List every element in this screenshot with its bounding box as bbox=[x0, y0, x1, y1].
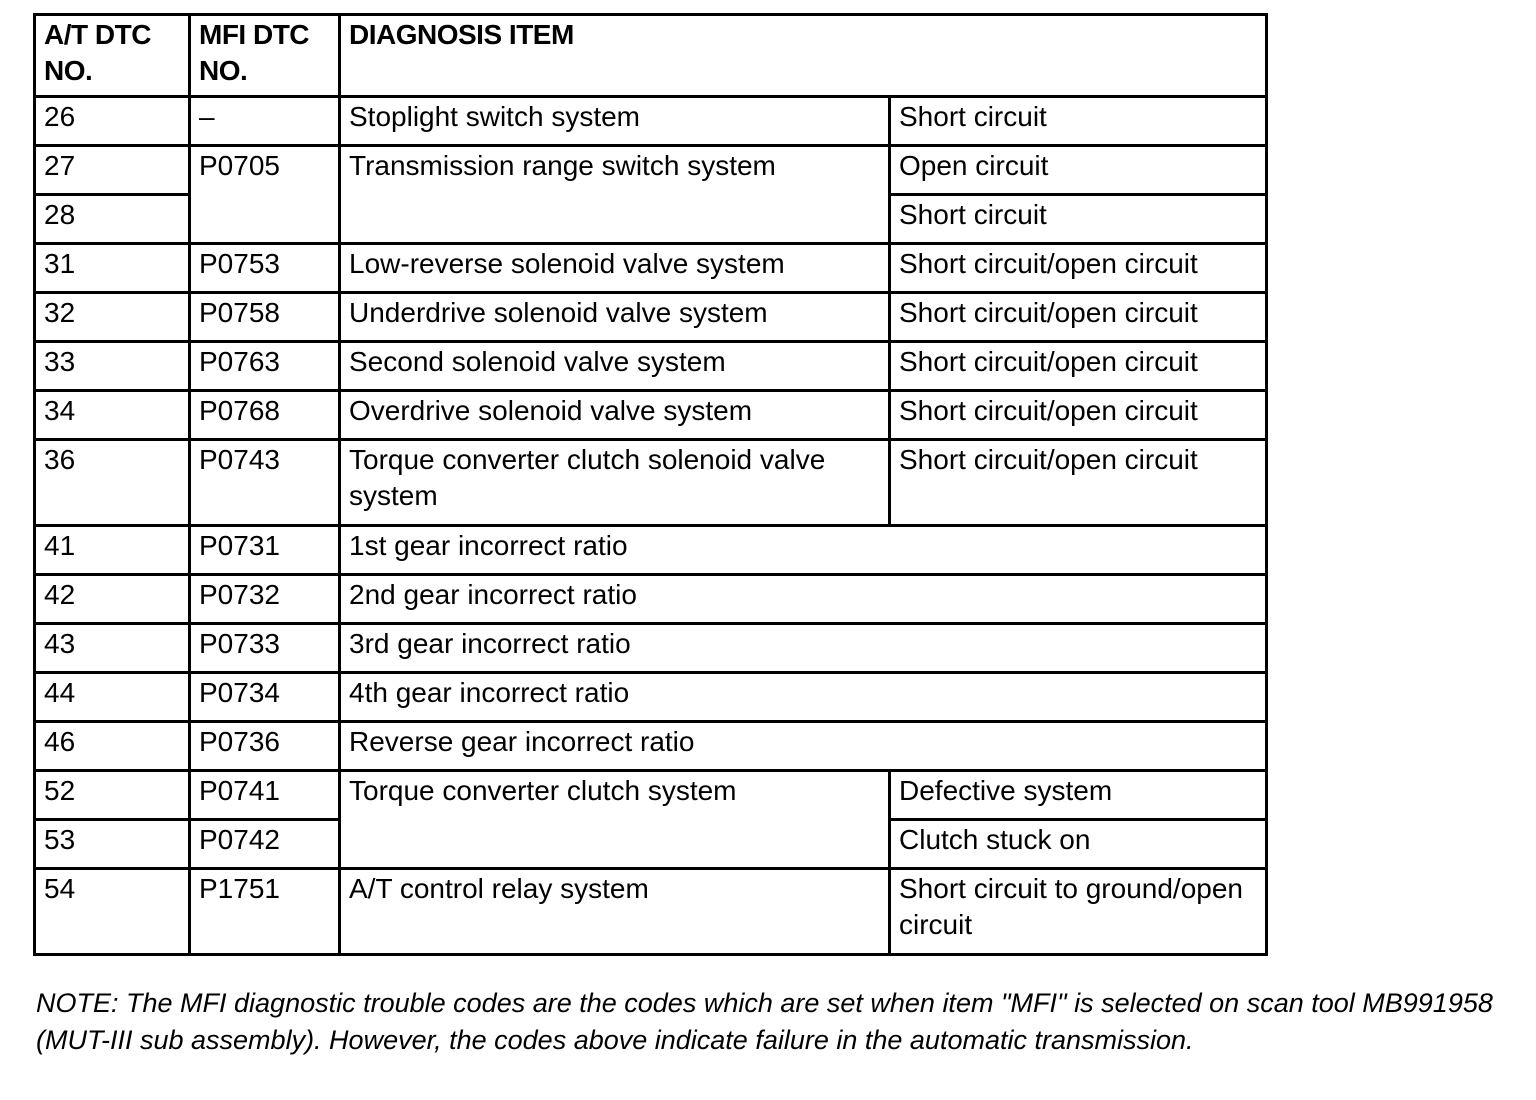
table-header-row bbox=[35, 15, 1267, 97]
at-dtc-cell: 28 bbox=[35, 195, 190, 244]
mfi-dtc-cell: – bbox=[190, 97, 340, 146]
mfi-dtc-cell: P0734 bbox=[190, 673, 340, 722]
table-row bbox=[35, 342, 1267, 391]
at-dtc-cell: 27 bbox=[35, 146, 190, 195]
header-diagnosis-item: DIAGNOSIS ITEM bbox=[340, 15, 1267, 97]
diagnosis-detail-cell: Open circuit bbox=[890, 146, 1267, 195]
at-dtc-cell: 41 bbox=[35, 526, 190, 575]
diagnosis-item-cell: Second solenoid valve system bbox=[340, 342, 890, 391]
diagnosis-detail-cell: Clutch stuck on bbox=[890, 820, 1267, 869]
diagnosis-item-cell: Underdrive solenoid valve system bbox=[340, 293, 890, 342]
at-dtc-cell: 31 bbox=[35, 244, 190, 293]
diagnosis-detail-cell: Short circuit/open circuit bbox=[890, 244, 1267, 293]
table-row bbox=[35, 97, 1267, 146]
diagnosis-detail-cell: Short circuit/open circuit bbox=[890, 440, 1267, 526]
table-row bbox=[35, 624, 1267, 673]
at-dtc-cell: 46 bbox=[35, 722, 190, 771]
diagnosis-item-cell: 4th gear incorrect ratio bbox=[340, 673, 1267, 722]
diagnosis-item-cell: Low-reverse solenoid valve system bbox=[340, 244, 890, 293]
table-row bbox=[35, 146, 1267, 195]
diagnosis-detail-cell: Short circuit bbox=[890, 195, 1267, 244]
mfi-dtc-cell: P0733 bbox=[190, 624, 340, 673]
mfi-dtc-cell: P0758 bbox=[190, 293, 340, 342]
diagnosis-detail-cell: Short circuit/open circuit bbox=[890, 342, 1267, 391]
table-row bbox=[35, 771, 1267, 820]
diagnosis-detail-cell: Defective system bbox=[890, 771, 1267, 820]
diagnosis-detail-cell: Short circuit/open circuit bbox=[890, 391, 1267, 440]
diagnosis-item-cell: Torque converter clutch system bbox=[340, 771, 890, 869]
at-dtc-cell: 52 bbox=[35, 771, 190, 820]
mfi-dtc-cell: P0753 bbox=[190, 244, 340, 293]
mfi-dtc-cell: P0742 bbox=[190, 820, 340, 869]
header-at-dtc: A/T DTC NO. bbox=[35, 15, 190, 97]
at-dtc-cell: 42 bbox=[35, 575, 190, 624]
at-dtc-cell: 33 bbox=[35, 342, 190, 391]
at-dtc-cell: 54 bbox=[35, 869, 190, 955]
diagnosis-detail-cell: Short circuit bbox=[890, 97, 1267, 146]
at-dtc-cell: 44 bbox=[35, 673, 190, 722]
diagnosis-item-cell: Overdrive solenoid valve system bbox=[340, 391, 890, 440]
header-mfi-dtc: MFI DTC NO. bbox=[190, 15, 340, 97]
diagnosis-detail-cell: Short circuit/open circuit bbox=[890, 293, 1267, 342]
table-row bbox=[35, 391, 1267, 440]
at-dtc-cell: 36 bbox=[35, 440, 190, 526]
mfi-dtc-cell: P0741 bbox=[190, 771, 340, 820]
diagnosis-item-cell: 2nd gear incorrect ratio bbox=[340, 575, 1267, 624]
table-row bbox=[35, 526, 1267, 575]
diagnosis-detail-cell: Short circuit to ground/open circuit bbox=[890, 869, 1267, 955]
diagnosis-item-cell: 3rd gear incorrect ratio bbox=[340, 624, 1267, 673]
table-row bbox=[35, 244, 1267, 293]
mfi-dtc-cell: P0731 bbox=[190, 526, 340, 575]
mfi-dtc-cell: P0768 bbox=[190, 391, 340, 440]
diagnosis-item-cell: Torque converter clutch solenoid valve system bbox=[340, 440, 890, 526]
table-row bbox=[35, 673, 1267, 722]
diagnosis-item-cell: Reverse gear incorrect ratio bbox=[340, 722, 1267, 771]
diagnosis-item-cell: A/T control relay system bbox=[340, 869, 890, 955]
at-dtc-cell: 32 bbox=[35, 293, 190, 342]
table-row bbox=[35, 293, 1267, 342]
table-row bbox=[35, 869, 1267, 955]
mfi-dtc-cell: P0736 bbox=[190, 722, 340, 771]
dtc-table bbox=[33, 13, 1268, 956]
mfi-dtc-cell: P1751 bbox=[190, 869, 340, 955]
mfi-dtc-cell: P0763 bbox=[190, 342, 340, 391]
mfi-dtc-cell: P0743 bbox=[190, 440, 340, 526]
mfi-dtc-cell: P0732 bbox=[190, 575, 340, 624]
diagnosis-item-cell: Transmission range switch system bbox=[340, 146, 890, 244]
at-dtc-cell: 53 bbox=[35, 820, 190, 869]
at-dtc-cell: 43 bbox=[35, 624, 190, 673]
note-text: NOTE: The MFI diagnostic trouble codes are the codes which are set when item "MFI" is selected on scan tool MB991958 (MUT-III sub assembly). However, the codes above indicate failure in the automatic transmission. bbox=[36, 988, 1493, 1055]
mfi-dtc-cell: P0705 bbox=[190, 146, 340, 244]
at-dtc-cell: 34 bbox=[35, 391, 190, 440]
at-dtc-cell: 26 bbox=[35, 97, 190, 146]
diagnosis-item-cell: Stoplight switch system bbox=[340, 97, 890, 146]
table-row bbox=[35, 722, 1267, 771]
table-row bbox=[35, 575, 1267, 624]
table-row bbox=[35, 440, 1267, 526]
diagnosis-item-cell: 1st gear incorrect ratio bbox=[340, 526, 1267, 575]
